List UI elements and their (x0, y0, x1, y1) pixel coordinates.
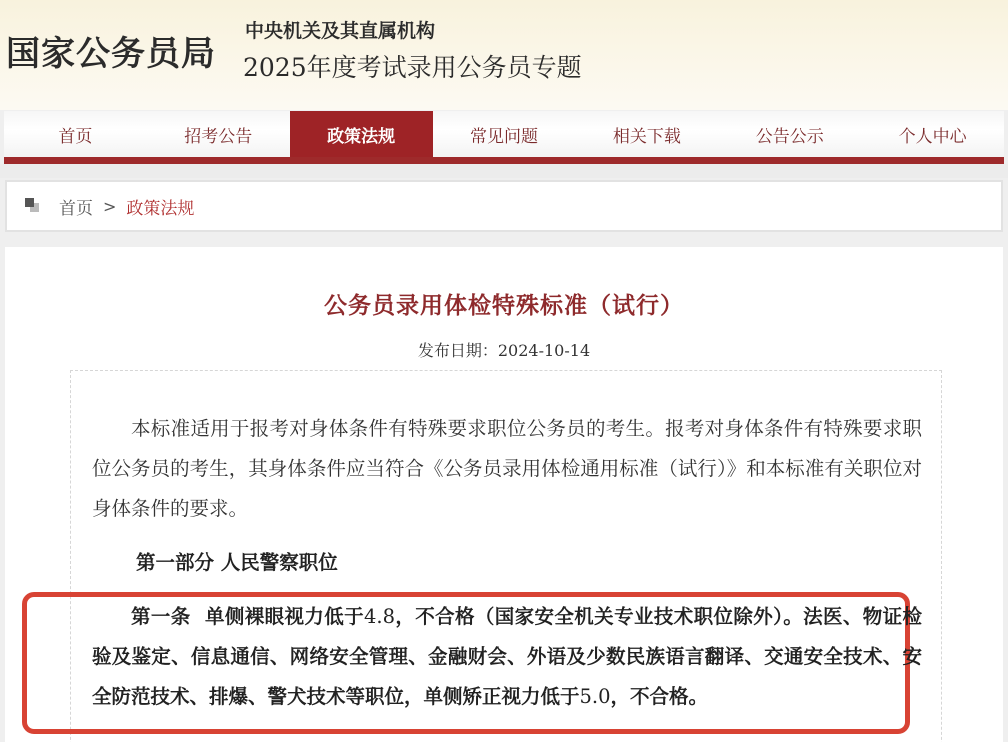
publish-date (5, 338, 1003, 361)
publish-date-value: 2024-10-14 (497, 341, 591, 360)
clause-1-text-a: 单侧裸眼视力低于 (204, 605, 365, 628)
header-subtitle-top: 中央机关及其直属机构 (245, 20, 436, 42)
clause-1-value-a: 4.8 (364, 605, 396, 628)
publish-date-label: 发布日期： (417, 341, 498, 360)
nav-item-downloads[interactable]: 相关下载 (612, 127, 681, 147)
breadcrumb-separator: > (103, 196, 117, 216)
breadcrumb-home-link[interactable]: 首页 (59, 198, 93, 219)
article-body (70, 370, 942, 742)
clause-1-text-b: ，不合格（国家安全机关专业技术职位除外）。法医、物证检验及鉴定、信息通信、网络安全管理、金融财会、外语及少数民族语言翻译、交通安全技术、安全防范技术、排爆、警犬技术等职位，单侧矫正视力低于 (92, 605, 922, 708)
article-content (5, 247, 1003, 742)
nav-item-policies[interactable]: 政策法规 (290, 111, 433, 158)
clause-1-paragraph (92, 597, 922, 717)
clause-1-label: 第一条 (131, 605, 191, 628)
breadcrumb (5, 180, 1003, 232)
site-logo[interactable]: 国家公务员局 (6, 34, 216, 74)
intro-paragraph: 本标准适用于报考对身体条件有特殊要求职位公务员的考生。报考对身体条件有特殊要求职位公务员的考生，其身体条件应当符合《公务员录用体检通用标准（试行）》和本标准有关职位对身体条件的要求。 (92, 417, 922, 520)
nav-item-recruitment-notices[interactable]: 招考公告 (184, 127, 253, 147)
nav-spacer (0, 164, 1008, 178)
article-title: 公务员录用体检特殊标准（试行） (324, 292, 684, 319)
nav-item-faq[interactable]: 常见问题 (470, 127, 538, 147)
breadcrumb-current[interactable]: 政策法规 (126, 198, 195, 219)
main-nav (4, 111, 1004, 158)
nav-underline-bar (4, 157, 1004, 164)
nav-item-announcements[interactable]: 公告公示 (755, 127, 824, 147)
nav-item-personal-center[interactable]: 个人中心 (898, 127, 967, 147)
nav-item-home[interactable]: 首页 (58, 127, 93, 147)
site-header (0, 0, 1008, 110)
header-subtitle-main: 2025年度考试录用公务员专题 (243, 53, 582, 82)
section-heading: 第一部分 人民警察职位 (136, 551, 338, 574)
clause-1-value-b: 5.0 (579, 685, 611, 708)
breadcrumb-squares-icon (25, 198, 41, 214)
clause-1-text-c: ，不合格。 (610, 685, 709, 708)
